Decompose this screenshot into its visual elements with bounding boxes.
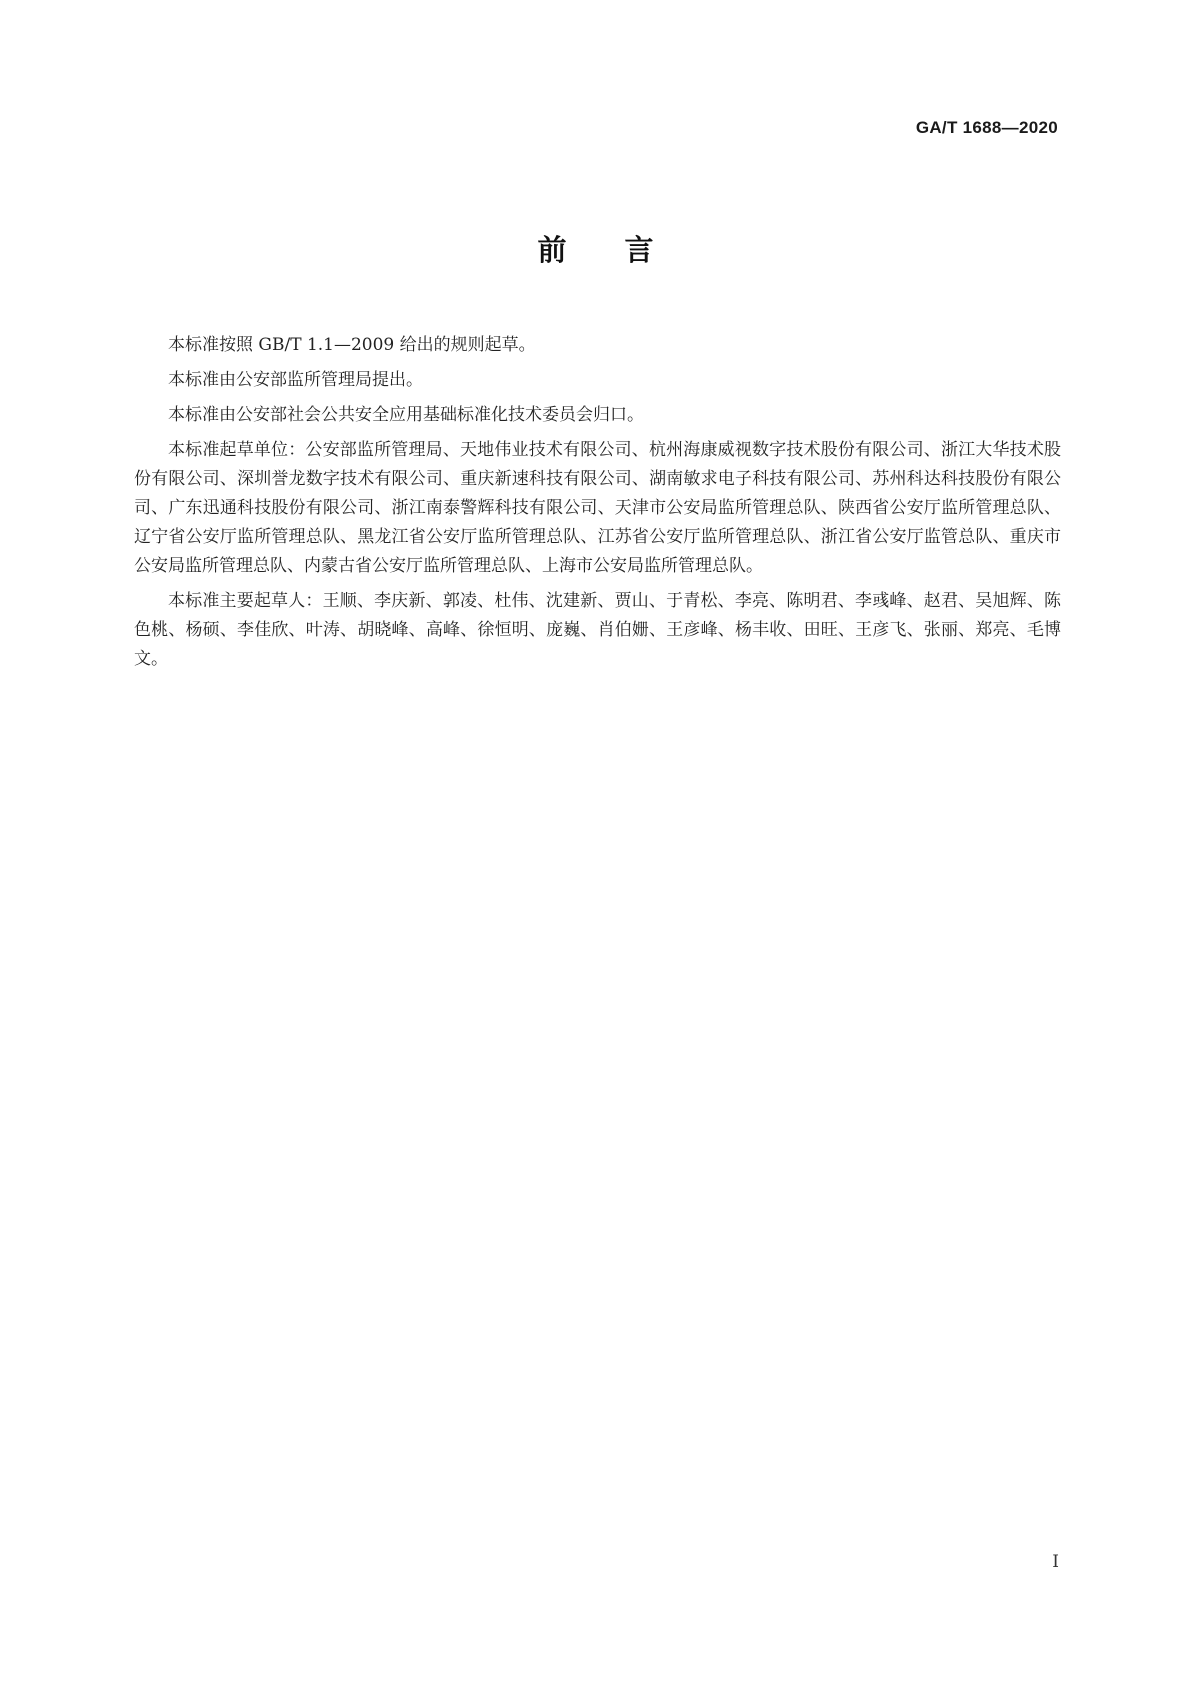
- paragraph-proposer: 本标准由公安部监所管理局提出。: [168, 370, 423, 390]
- paragraph-drafters: 本标准主要起草人：王顺、李庆新、郭凌、杜伟、沈建新、贾山、于青松、李亮、陈明君、李彧峰、赵君、吴旭辉、陈色桃、杨硕、李佳欣、叶涛、胡晓峰、高峰、徐恒明、庞巍、肖伯姗、王彦峰、杨丰收、田旺、王彦飞、张丽、郑亮、毛博文。: [134, 591, 1061, 669]
- paragraph-drafting-rules: 本标准按照 GB/T 1.1—2009 给出的规则起草。: [168, 335, 536, 355]
- page-number: I: [1052, 1552, 1059, 1572]
- page-title: 前言: [537, 233, 712, 267]
- paragraph-drafting-units: 本标准起草单位：公安部监所管理局、天地伟业技术有限公司、杭州海康威视数字技术股份有限公司、浙江大华技术股份有限公司、深圳誉龙数字技术有限公司、重庆新速科技有限公司、湖南敏求电子科技有限公司、苏州科达科技股份有限公司、广东迅通科技股份有限公司、浙江南泰警辉科技有限公司、天津市公安局监所管理总队、陕西省公安厅监所管理总队、辽宁省公安厅监所管理总队、黑龙江省公安厅监所管理总队、江苏省公安厅监所管理总队、浙江省公安厅监管总队、重庆市公安局监所管理总队、内蒙古省公安厅监所管理总队、上海市公安局监所管理总队。: [134, 440, 1061, 576]
- standard-number: GA/T 1688—2020: [915, 118, 1058, 137]
- paragraph-committee: 本标准由公安部社会公共安全应用基础标准化技术委员会归口。: [168, 405, 644, 425]
- foreword-body: [134, 331, 1061, 680]
